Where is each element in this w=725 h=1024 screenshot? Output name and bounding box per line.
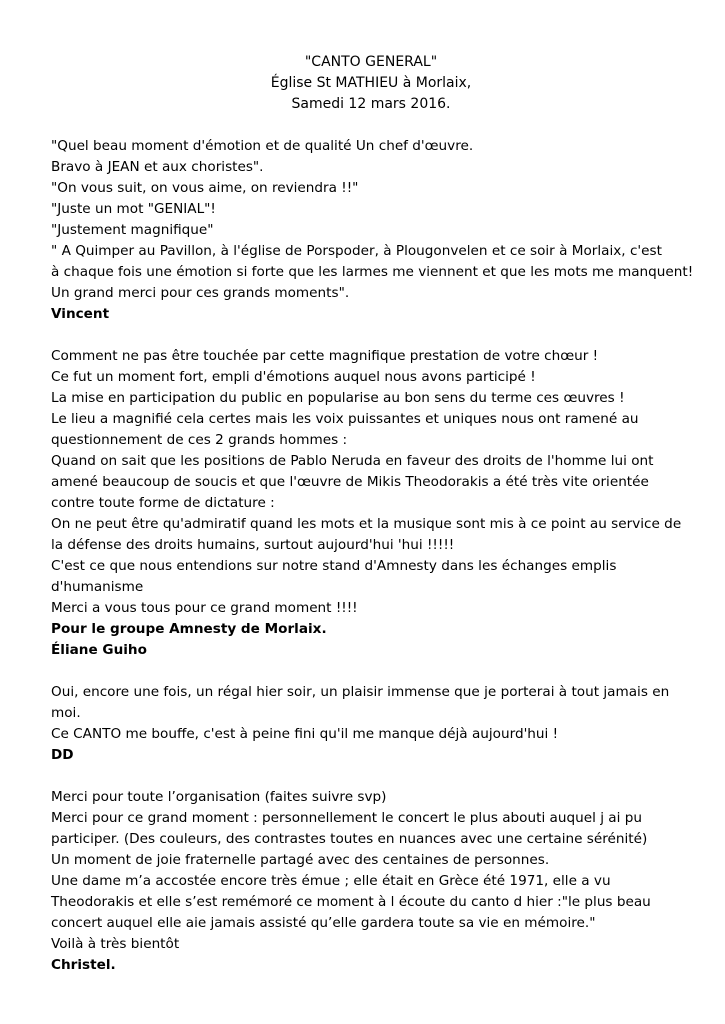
testimonial — [51, 136, 694, 325]
testimonial-line: Merci pour toute l’organisation (faites suivre svp) — [51, 789, 387, 805]
testimonial-line: "Quel beau moment d'émotion et de qualité Un chef d'œuvre. — [51, 138, 474, 154]
testimonial-line: amené beaucoup de soucis et que l'œuvre de Mikis Theodorakis a été très vite orientée — [51, 474, 649, 490]
testimonial-line: moi. — [51, 705, 81, 721]
testimonial-line: questionnement de ces 2 grands hommes : — [51, 432, 348, 448]
testimonial-line: "On vous suit, on vous aime, on reviendra !!" — [51, 180, 359, 196]
testimonial-line: "Juste un mot "GENIAL"! — [51, 201, 216, 217]
testimonial-line: On ne peut être qu'admiratif quand les mots et la musique sont mis à ce point au service de — [51, 516, 682, 532]
testimonial-line: C'est ce que nous entendions sur notre stand d'Amnesty dans les échanges emplis — [51, 558, 617, 574]
testimonial-line: la défense des droits humains, surtout aujourd'hui 'hui !!!!! — [51, 537, 455, 553]
testimonial — [51, 682, 691, 766]
testimonial-signature: Christel. — [51, 957, 116, 973]
testimonial-signature: DD — [51, 747, 74, 763]
testimonial-line: d'humanisme — [51, 579, 144, 595]
testimonial-line: contre toute forme de dictature : — [51, 495, 275, 511]
testimonial-line: Merci a vous tous pour ce grand moment !!!! — [51, 600, 358, 616]
testimonial-line: Bravo à JEAN et aux choristes". — [51, 159, 264, 175]
testimonial-line: à chaque fois une émotion si forte que les larmes me viennent et que les mots me manquent! — [51, 264, 694, 280]
testimonial-line: Ce fut un moment fort, empli d'émotions auquel nous avons participé ! — [51, 369, 536, 385]
testimonial-line: "Justement magnifique" — [51, 222, 214, 238]
testimonial-line: Le lieu a magnifié cela certes mais les voix puissantes et uniques nous ont ramené au — [51, 411, 639, 427]
testimonial-signature: Pour le groupe Amnesty de Morlaix. — [51, 621, 327, 637]
testimonial-line: Ce CANTO me bouffe, c'est à peine fini qu'il me manque déjà aujourd'hui ! — [51, 726, 559, 742]
testimonial — [51, 346, 691, 661]
testimonial-line: participer. (Des couleurs, des contrastes toutes en nuances avec une certaine sérénité) — [51, 831, 648, 847]
testimonial-line: Theodorakis et elle s’est remémoré ce moment à l écoute du canto d hier :"le plus beau — [51, 894, 651, 910]
testimonials-list — [51, 136, 694, 976]
testimonial-line: " A Quimper au Pavillon, à l'église de Porspoder, à Plougonvelen et ce soir à Morlaix, c'est — [51, 243, 662, 259]
testimonial-signature: Éliane Guiho — [51, 642, 147, 658]
testimonial-line: La mise en participation du public en popularise au bon sens du terme ces œuvres ! — [51, 390, 625, 406]
concert-title: "CANTO GENERAL" — [304, 54, 438, 70]
testimonial-line: Oui, encore une fois, un régal hier soir, un plaisir immense que je porterai à tout jamais en — [51, 684, 670, 700]
testimonial-line: Un grand merci pour ces grands moments". — [51, 285, 350, 301]
testimonial-signature: Vincent — [51, 306, 110, 322]
concert-date: Samedi 12 mars 2016. — [291, 96, 451, 112]
testimonial — [51, 787, 691, 976]
document-header — [51, 52, 691, 115]
letter-page — [51, 52, 694, 976]
testimonial-line: concert auquel elle aie jamais assisté qu’elle gardera toute sa vie en mémoire." — [51, 915, 596, 931]
testimonial-line: Quand on sait que les positions de Pablo Neruda en faveur des droits de l'homme lui ont — [51, 453, 654, 469]
testimonial-line: Un moment de joie fraternelle partagé avec des centaines de personnes. — [51, 852, 550, 868]
testimonial-line: Une dame m’a accostée encore très émue ; elle était en Grèce été 1971, elle a vu — [51, 873, 611, 889]
testimonial-line: Comment ne pas être touchée par cette magnifique prestation de votre chœur ! — [51, 348, 599, 364]
testimonial-line: Merci pour ce grand moment : personnellement le concert le plus abouti auquel j ai pu — [51, 810, 642, 826]
concert-venue: Église St MATHIEU à Morlaix, — [270, 75, 472, 91]
testimonial-line: Voilà à très bientôt — [51, 936, 180, 952]
